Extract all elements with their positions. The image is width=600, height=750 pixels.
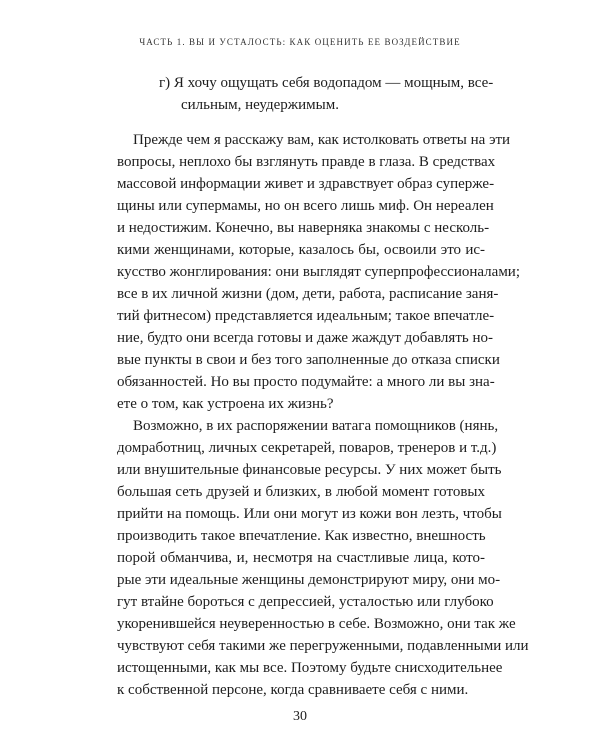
text-line: Прежде чем я расскажу вам, как истолковать ответы на эти <box>133 132 511 148</box>
page-number: 30 <box>293 709 307 724</box>
text-line: к собственной персоне, когда сравниваете себя с ними. <box>117 682 469 698</box>
text-line: сильным, неудержимым. <box>181 97 339 113</box>
text-line: кусство жонглирования: они выглядят суперпрофессионалами; <box>117 264 521 280</box>
text-line: укоренившейся неуверенностью в себе. Возможно, они так же <box>117 616 516 632</box>
text-line: порой обманчива, и, несмотря на счастливые лица, кото- <box>117 550 485 566</box>
text-line: истощенными, как мы все. Поэтому будьте снисходительнее <box>117 660 503 676</box>
text-line: тий фитнесом) представляется идеальным; такое впечатле- <box>117 308 495 324</box>
text-line: рые эти идеальные женщины демонстрируют миру, они мо- <box>117 572 501 588</box>
text-line: и недостижим. Конечно, вы наверняка знакомы с несколь- <box>117 220 490 236</box>
text-line: массовой информации живет и здравствует образ суперже- <box>117 176 495 192</box>
text-line: чувствуют себя такими же перегруженными, подавленными или <box>117 638 529 654</box>
text-line: все в их личной жизни (дом, дети, работа, расписание заня- <box>117 286 499 302</box>
text-line: гут втайне бороться с депрессией, усталостью или глубоко <box>117 594 494 610</box>
text-line: Возможно, в их распоряжении ватага помощников (нянь, <box>133 418 499 434</box>
text-line: производить такое впечатление. Как известно, внешность <box>117 528 486 544</box>
text-line: большая сеть друзей и близких, в любой момент готовых <box>117 484 485 500</box>
text-line: или внушительные финансовые ресурсы. У них может быть <box>117 462 502 478</box>
running-header: ЧАСТЬ 1. ВЫ И УСТАЛОСТЬ: КАК ОЦЕНИТЬ ЕЕ ВОЗДЕЙСТВИЕ <box>139 37 461 47</box>
text-line: обязанностей. Но вы просто подумайте: а много ли вы зна- <box>117 374 495 390</box>
text-line: вые пункты в свои и без того заполненные до отказа списки <box>117 352 500 368</box>
text-line: прийти на помощь. Или они могут из кожи вон лезть, чтобы <box>117 506 502 522</box>
text-line: ете о том, как устроена их жизнь? <box>117 396 334 412</box>
text-line: домработниц, личных секретарей, поваров, тренеров и т.д.) <box>117 440 497 456</box>
text-line: кими женщинами, которые, казалось бы, освоили это ис- <box>117 242 485 258</box>
text-line: щины или супермамы, но он всего лишь миф. Он нереален <box>117 198 494 214</box>
text-line: ние, будто они всегда готовы и даже жаждут добавлять но- <box>117 330 493 346</box>
text-line: вопросы, неплохо бы взглянуть правде в глаза. В средствах <box>117 154 496 170</box>
text-line: г) Я хочу ощущать себя водопадом — мощным, все- <box>159 75 494 91</box>
